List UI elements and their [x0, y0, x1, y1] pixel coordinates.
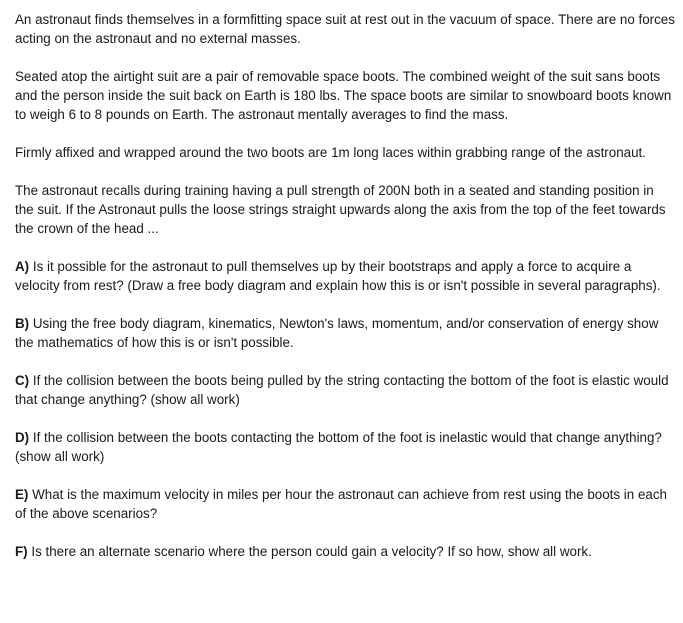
- question-text: If the collision between the boots being pulled by the string contacting the bottom of the foot is elastic would that change anything? (show all work): [15, 373, 669, 407]
- question-b: [15, 314, 675, 352]
- question-label: A): [15, 259, 30, 274]
- question-text: Is there an alternate scenario where the person could gain a velocity? If so how, show all work.: [27, 544, 592, 559]
- question-text: Is it possible for the astronaut to pull themselves up by their bootstraps and apply a force to acquire a velocity from rest? (Draw a free body diagram and explain how this is or isn't possible in several paragraphs).: [15, 259, 661, 293]
- question-label: E): [15, 487, 29, 502]
- question-text: What is the maximum velocity in miles per hour the astronaut can achieve from rest using the boots in each of the above scenarios?: [15, 487, 667, 521]
- intro-paragraph: The astronaut recalls during training having a pull strength of 200N both in a seated and standing position in the suit. If the Astronaut pulls the loose strings straight upwards along the axis from the top of the feet towards the crown of the head ...: [15, 183, 666, 236]
- question-text: Using the free body diagram, kinematics, Newton's laws, momentum, and/or conservation of energy show the mathematics of how this is or isn't possible.: [15, 316, 659, 350]
- question-text: If the collision between the boots contacting the bottom of the foot is inelastic would that change anything? (show all work): [15, 430, 662, 464]
- question-c: [15, 371, 675, 409]
- question-label: C): [15, 373, 30, 388]
- intro-paragraph: Firmly affixed and wrapped around the two boots are 1m long laces within grabbing range of the astronaut.: [15, 145, 646, 160]
- question-label: B): [15, 316, 30, 331]
- question-label: D): [15, 430, 30, 445]
- question-d: [15, 428, 675, 466]
- question-a: [15, 257, 675, 295]
- intro-paragraph: Seated atop the airtight suit are a pair of removable space boots. The combined weight of the suit sans boots and the person inside the suit back on Earth is 180 lbs. The space boots are similar to snowboard boots known to weigh 6 to 8 pounds on Earth. The astronaut mentally averages to find the mass.: [15, 69, 672, 122]
- question-f: [15, 542, 675, 561]
- intro-paragraph: An astronaut finds themselves in a formfitting space suit at rest out in the vacuum of space. There are no forces acting on the astronaut and no external masses.: [15, 12, 675, 46]
- question-e: [15, 485, 675, 523]
- question-label: F): [15, 544, 28, 559]
